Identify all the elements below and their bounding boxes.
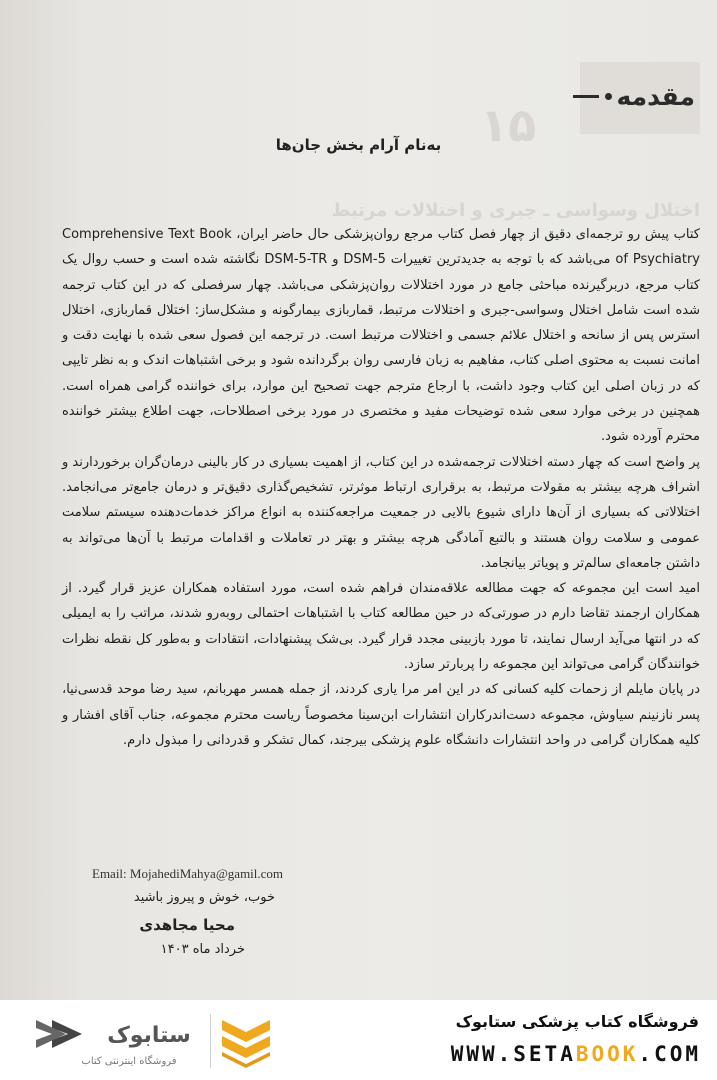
chapter-title-text: مقدمه: [616, 82, 695, 111]
url-prefix: WWW.SETA: [450, 1042, 576, 1066]
closing-line: خوب، خوش و پیروز باشید: [133, 890, 275, 905]
chapter-number-bleedthrough: ۱۵: [480, 98, 537, 152]
paragraph-1: کتاب پیش رو ترجمه‌ای دقیق از چهار فصل کتاب مرجع روان‌پزشکی حال حاضر ایران، Comprehensive Text Book of Psychiatry می‌باشد که با توجه به جدیدترین تغییرات DSM-5 و DSM-5-TR نگاشته شده است و حسب روال یک کتاب مرجع، دربرگیرنده مباحثی جامع در مورد اختلالات روان‌پزشکی می‌باشد. چهار سرفصلی که در این کتاب ترجمه شده است شامل اختلال وسواسی-جبری و اختلالات مرتبط، قماربازی بیمارگونه و مشکل‌ساز: اختلال قماربازی، اختلال استرس پس از سانحه و اختلال علائم جسمی و اختلالات مرتبط است. در ترجمه این فصول سعی شده با نهایت دقت و امانت نسبت به محتوی اصلی کتاب، مفاهیم به زبان فارسی روان برگردانده شود و برخی اشتباهات اندک و به نظر تایپی که در زبان اصلی این کتاب وجود داشت، با ارجاع مترجم جهت تصحیح این موارد، برای خواننده گرامی همراه است. همچنین در برخی موارد سعی شده توضیحات مفید و مختصری در مورد برخی اصطلاحات، جهت اطلاع بیشتر خواننده محترم آورده شود.: [62, 227, 701, 445]
url-accent: BOOK: [575, 1042, 639, 1066]
setabook-logo[interactable]: [24, 1012, 204, 1072]
footer-divider: [210, 1014, 211, 1068]
logo-graphic: [24, 1012, 204, 1072]
author-email: Email: MojahediMahya@gamil.com: [92, 866, 284, 881]
invocation-heading: به‌نام آرام بخش جان‌ها: [275, 136, 442, 154]
preface-body: [62, 222, 700, 753]
paragraph-2: پر واضح است که چهار دسته اختلالات ترجمه‌شده در این کتاب، از اهمیت بسیاری در کار بالینی درمان‌گران برخوردارند و اشراف هرچه بیشتر به مقولات مرتبط، به برقراری ارتباط موثرتر، تشخیص‌گذاری دقیق‌تر و درمان جامع‌تر می‌انجامد. اختلالاتی که بسیاری از آن‌ها دارای شیوع بالایی در جمعیت مراجعه‌کننده به انواع مراکز خدمات‌دهنده سیستم سلامت عمومی و سلامت روان هستند و بالتبع آمادگی هرچه بیشتر و بهتر در تعاملات و اقدامات مرتبط با آن‌ها می‌تواند به داشتن جامعه‌ای سالم‌تر و پویاتر بیانجامد.: [62, 454, 700, 571]
logo-chevron-icon-2: [36, 1020, 66, 1048]
store-url-link[interactable]: [451, 1042, 701, 1066]
chapter-title: [573, 82, 695, 111]
heading-bleedthrough: اختلال وسواسی ـ جبری و اختلالات مرتبط: [331, 200, 700, 221]
logo-word: ستابوک: [107, 1023, 191, 1048]
author-name: محیا مجاهدی: [139, 916, 235, 934]
title-dot-icon: [605, 93, 612, 100]
preface-date: خرداد ماه ۱۴۰۳: [160, 942, 245, 957]
url-suffix: .COM: [638, 1042, 701, 1066]
store-name: فروشگاه کتاب پزشکی ستابوک: [455, 1012, 699, 1031]
paragraph-4: در پایان مایلم از زحمات کلیه کسانی که در این امر مرا یاری کردند، از جمله همسر مهربانم، سید رضا موحد قدسی‌نیا، پسر نازنینم سیاوش، مجموعه دست‌اندرکاران انتشارات ابن‌سینا مخصوصاً ریاست محترم مجموعه، جناب آقای افشار و کلیه همکاران گرامی در واحد انتشارات دانشگاه علوم پزشکی بیرجند، کمال تشکر و قدردانی را مبذول دارم.: [62, 682, 700, 748]
paragraph-3: امید است این مجموعه که جهت مطالعه علاقه‌مندان فراهم شده است، مورد استفاده همکاران عزیز قرار گیرد. از همکاران ارجمند تقاضا دارم در صورتی‌که در حین مطالعه کتاب با اشتباهات احتمالی روبه‌رو شدند، مراتب را به ایمیلی که در انتها می‌آید ارسال نمایند، تا مورد بازبینی مجدد قرار گیرد. بی‌شک پیشنهادات، انتقادات و به‌طور کل نقطه نظرات خوانندگان گرامی می‌تواند این مجموعه را پربارتر سازد.: [62, 581, 700, 673]
logo-tagline: فروشگاه اینترنتی کتاب: [81, 1056, 177, 1067]
title-rule-icon: [573, 95, 599, 98]
book-chevron-icon: [218, 1016, 274, 1068]
